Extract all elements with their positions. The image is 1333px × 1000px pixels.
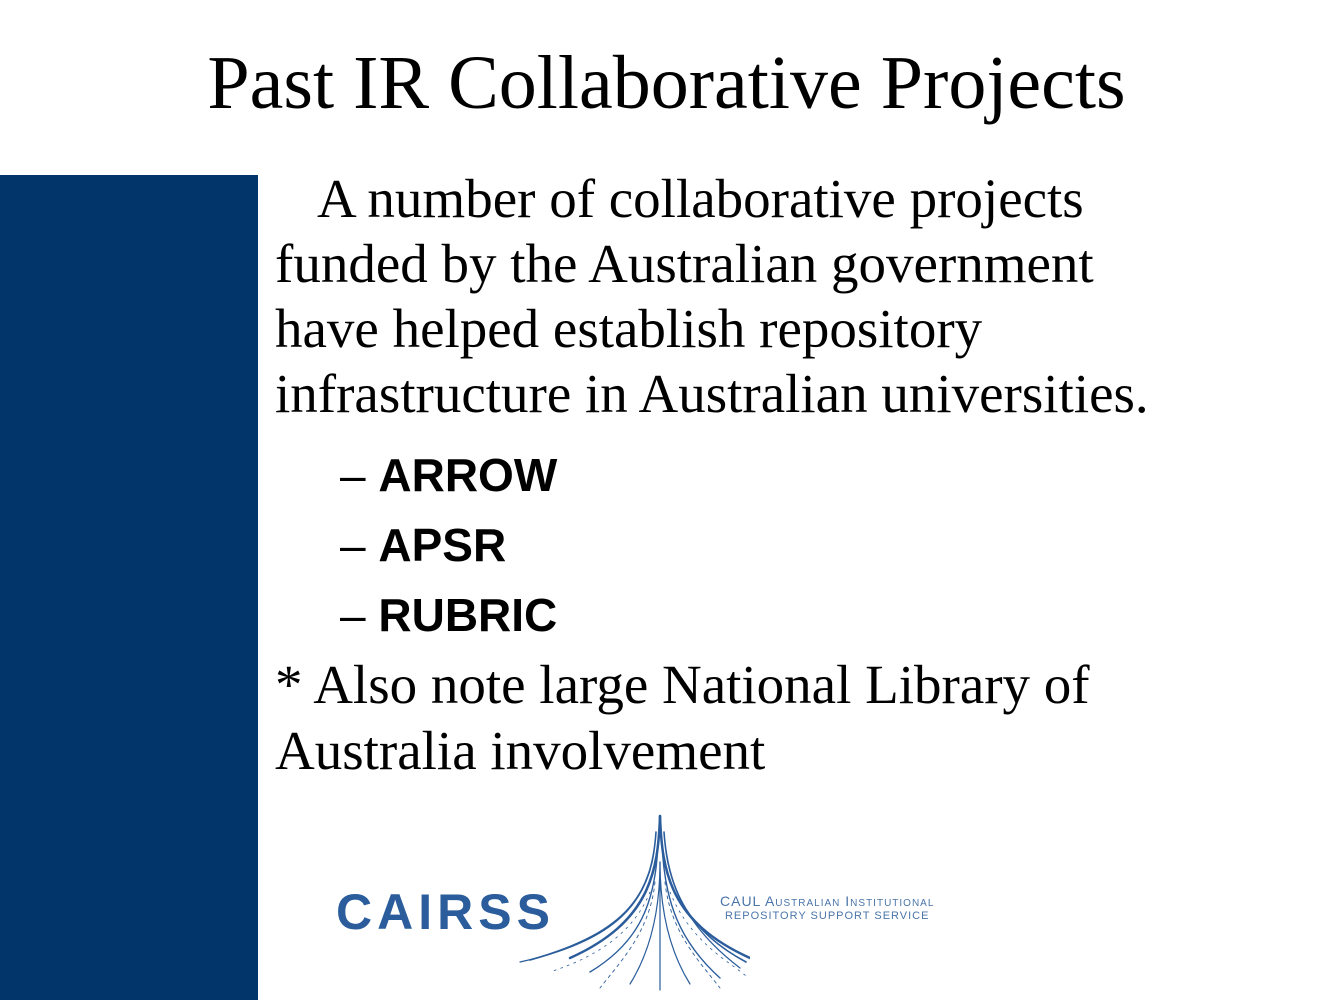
logo-tagline-line-1: CAUL Australian Institutional [720,893,935,909]
logo-wordmark: CAIRSS [336,884,555,940]
sidebar-accent-bar [0,175,258,1000]
body-line-1: A number of collaborative projects [317,168,1084,229]
slide-title: Past IR Collaborative Projects [207,41,1126,125]
body-line-2: funded by the Australian government [275,233,1094,294]
slide-body-paragraph [275,166,1315,426]
bullet-label: ARROW [378,449,558,501]
logo-fountain-icon [510,812,750,992]
bullet-label: APSR [378,519,507,571]
bullet-item-rubric [340,580,557,650]
bullet-dash: – [340,589,379,641]
slide-note [275,652,1315,784]
bullet-dash: – [340,449,379,501]
cairss-logo [330,812,1010,992]
note-line-2: Australia involvement [275,720,766,781]
bullet-item-arrow [340,440,557,510]
body-line-4: infrastructure in Australian universities. [275,363,1149,424]
logo-tagline-line-2: REPOSITORY SUPPORT SERVICE [724,910,930,922]
logo-tagline [720,894,934,924]
bullet-label: RUBRIC [378,589,558,641]
note-line-1: * Also note large National Library of [275,654,1090,715]
body-line-3: have helped establish repository [275,298,983,359]
project-bullet-list [340,440,557,650]
bullet-dash: – [340,519,379,571]
bullet-item-apsr [340,510,557,580]
